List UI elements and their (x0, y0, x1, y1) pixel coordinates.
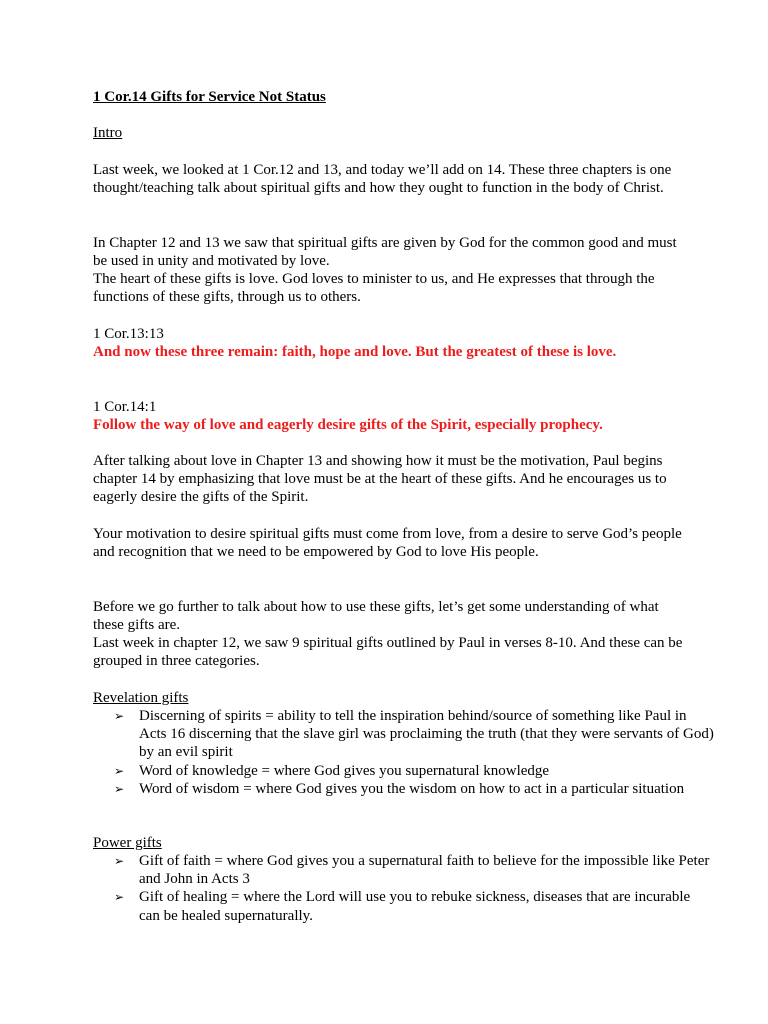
revelation-gifts-list (114, 707, 714, 798)
power-gifts-list (114, 852, 714, 925)
paragraph-heart-of-gifts: The heart of these gifts is love. God loves to minister to us, and He expresses that through the functions of these gifts, through us to others. (93, 271, 655, 306)
paragraph-intro: Last week, we looked at 1 Cor.12 and 13, and today we’ll add on 14. These three chapters is one thought/teaching talk about spiritual gifts and how they ought to function in the body of Christ. (93, 162, 672, 197)
scripture-verse-1: And now these three remain: faith, hope and love. But the greatest of these is love. (93, 344, 617, 360)
list-item (114, 707, 714, 762)
scripture-verse-2: Follow the way of love and eagerly desire gifts of the Spirit, especially prophecy. (93, 417, 603, 433)
list-item (114, 780, 714, 798)
list-item-text: Word of knowledge = where God gives you supernatural knowledge (139, 762, 550, 779)
list-item (114, 852, 714, 888)
paragraph-understanding: Before we go further to talk about how to use these gifts, let’s get some understanding of what these gifts are. (93, 599, 659, 634)
paragraph-motivation: Your motivation to desire spiritual gifts must come from love, from a desire to serve God’s people and recognition that we need to be empowered by God to love His people. (93, 526, 682, 561)
paragraph-chapters: In Chapter 12 and 13 we saw that spiritual gifts are given by God for the common good and must be used in unity and motivated by love. (93, 235, 677, 270)
arrow-bullet-icon: ➢ (114, 763, 125, 778)
arrow-bullet-icon: ➢ (114, 709, 125, 723)
paragraph-love-motivation: After talking about love in Chapter 13 and showing how it must be the motivation, Paul begins chapter 14 by emphasizing that love must be at the heart of these gifts. And he encourages us to eagerly desire the gifts of the Spirit. (93, 453, 667, 506)
paragraph-categories: Last week in chapter 12, we saw 9 spiritual gifts outlined by Paul in verses 8-10. And these can be grouped in three categories. (93, 635, 683, 670)
arrow-bullet-icon: ➢ (114, 890, 125, 905)
list-item-text: Word of wisdom = where God gives you the wisdom on how to act in a particular situation (139, 780, 685, 797)
scripture-reference-1: 1 Cor.13:13 (93, 326, 164, 342)
arrow-bullet-icon: ➢ (114, 781, 125, 796)
power-gifts-heading: Power gifts (93, 835, 162, 851)
arrow-bullet-icon: ➢ (114, 854, 125, 868)
scripture-reference-2: 1 Cor.14:1 (93, 399, 157, 415)
list-item-text: Discerning of spirits = ability to tell the inspiration behind/source of something like Paul in Acts 16 discerning that the slave girl was proclaiming the truth (that they were servants of God) by an evil spirit (139, 708, 714, 761)
document-title: 1 Cor.14 Gifts for Service Not Status (93, 89, 326, 105)
list-item (114, 762, 714, 780)
list-item-text: Gift of healing = where the Lord will use you to rebuke sickness, diseases that are incurable can be healed supernaturally. (139, 889, 691, 924)
revelation-gifts-heading: Revelation gifts (93, 690, 189, 706)
intro-heading: Intro (93, 125, 123, 141)
list-item (114, 888, 714, 924)
list-item-text: Gift of faith = where God gives you a supernatural faith to believe for the impossible like Peter and John in Acts 3 (139, 853, 710, 888)
